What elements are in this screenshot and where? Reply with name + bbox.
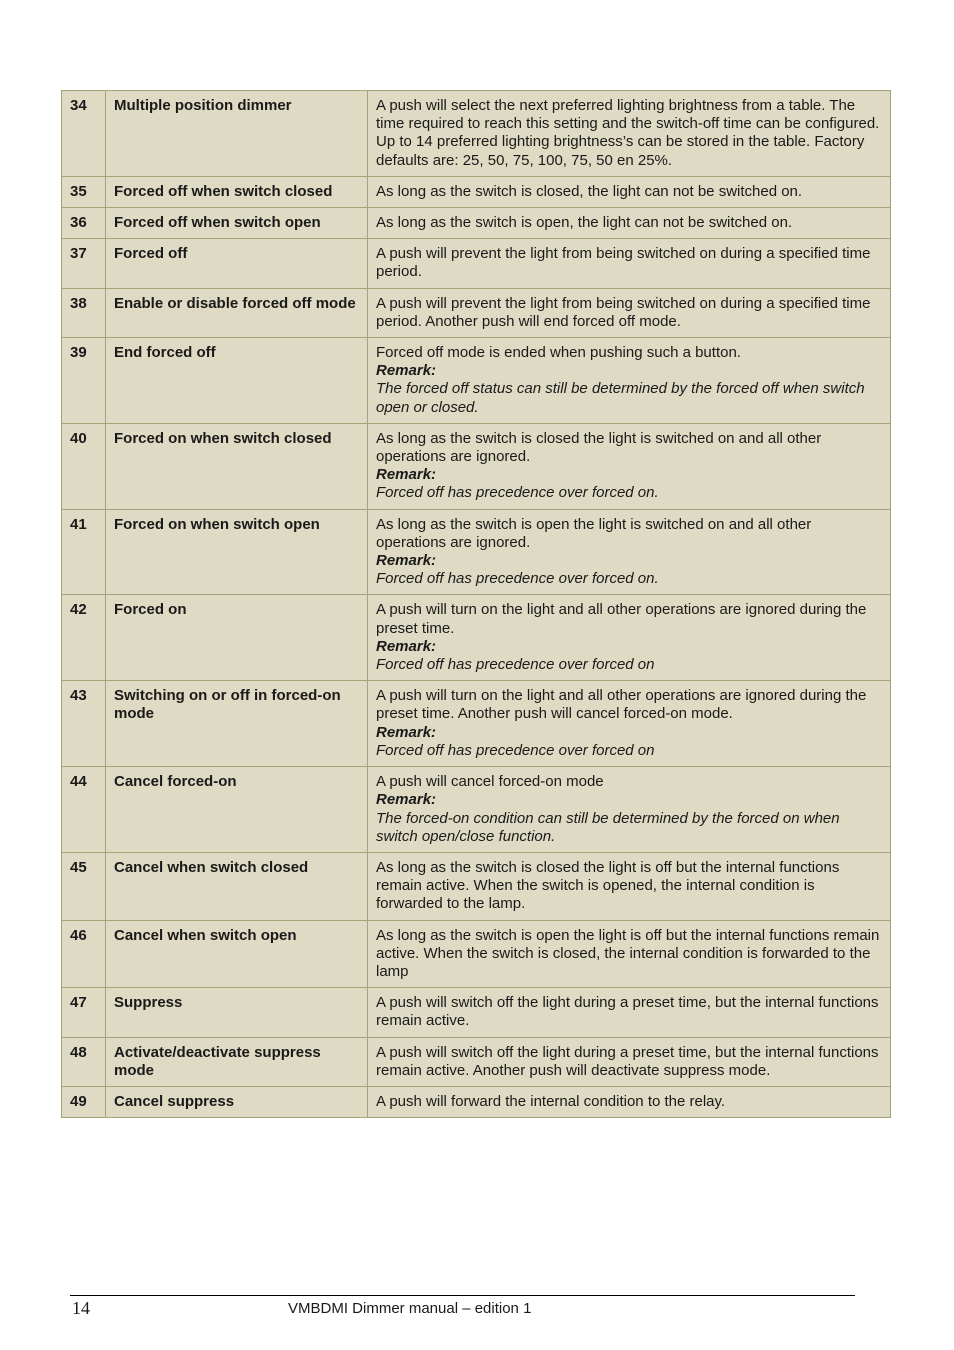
table-row xyxy=(62,239,891,288)
function-name: Enable or disable forced off mode xyxy=(106,288,368,337)
table-row xyxy=(62,920,891,988)
function-name: Cancel forced-on xyxy=(106,767,368,853)
function-description-cell xyxy=(368,288,891,337)
function-name: Forced on xyxy=(106,595,368,681)
remark-label: Remark: xyxy=(376,362,437,380)
function-description: As long as the switch is open the light is off but the internal functions remain active. When the switch is closed, the internal condition is forwarded to the lamp xyxy=(376,926,880,980)
function-number: 36 xyxy=(62,208,106,239)
remark-label: Remark: xyxy=(376,791,437,809)
function-name: Activate/deactivate suppress mode xyxy=(106,1037,368,1086)
table-row xyxy=(62,681,891,767)
remark-label: Remark: xyxy=(376,637,437,655)
function-description: A push will select the next preferred lighting brightness from a table. The time required to reach this setting and the switch-off time can be configured. Up to 14 preferred lighting brightness’s can be stored in the table. Factory defaults are: 25, 50, 75, 100, 75, 50 en 25%. xyxy=(376,97,880,169)
table-row xyxy=(62,767,891,853)
function-description: A push will turn on the light and all other operations are ignored during the preset time. Another push will cancel forced-on mode. xyxy=(376,687,867,723)
function-table xyxy=(61,90,891,1118)
remark-text: Forced off has precedence over forced on. xyxy=(376,570,659,588)
function-description: Forced off mode is ended when pushing such a button. xyxy=(376,344,741,362)
remark-text: The forced-on condition can still be determined by the forced on when switch open/close function. xyxy=(376,809,840,845)
function-description-cell xyxy=(368,239,891,288)
function-description-cell xyxy=(368,767,891,853)
footer-rule xyxy=(70,1295,855,1296)
function-number: 46 xyxy=(62,920,106,988)
function-name: Forced off xyxy=(106,239,368,288)
function-description: As long as the switch is closed the light is off but the internal functions remain active. When the switch is opened, the internal condition is forwarded to the lamp. xyxy=(376,858,840,913)
function-description-cell xyxy=(368,681,891,767)
table-row xyxy=(62,1086,891,1117)
function-number: 42 xyxy=(62,595,106,681)
table-row xyxy=(62,595,891,681)
function-description: A push will prevent the light from being switched on during a specified time period. Another push will end forced off mode. xyxy=(376,294,871,330)
function-description: A push will switch off the light during a preset time, but the internal functions remain active. xyxy=(376,994,879,1030)
function-description-cell xyxy=(368,423,891,509)
function-description: As long as the switch is open the light is switched on and all other operations are ignored. xyxy=(376,515,812,551)
function-name: Switching on or off in forced-on mode xyxy=(106,681,368,767)
page-number: 14 xyxy=(72,1298,90,1318)
remark-label: Remark: xyxy=(376,723,437,741)
function-description: A push will switch off the light during a preset time, but the internal functions remain active. Another push will deactivate suppress mode. xyxy=(376,1043,879,1079)
function-description: A push will turn on the light and all other operations are ignored during the preset time. xyxy=(376,601,867,637)
function-name: Multiple position dimmer xyxy=(106,91,368,177)
function-number: 49 xyxy=(62,1086,106,1117)
table-row xyxy=(62,91,891,177)
table-row xyxy=(62,288,891,337)
function-description-cell xyxy=(368,91,891,177)
remark-label: Remark: xyxy=(376,552,437,570)
function-name: Forced off when switch closed xyxy=(106,176,368,207)
function-description-cell xyxy=(368,988,891,1037)
table-row xyxy=(62,509,891,595)
function-number: 38 xyxy=(62,288,106,337)
table-row xyxy=(62,423,891,509)
table-row xyxy=(62,338,891,424)
function-name: Forced on when switch open xyxy=(106,509,368,595)
function-description: As long as the switch is closed the light is switched on and all other operations are ignored. xyxy=(376,429,822,466)
remark-text: The forced off status can still be determined by the forced off when switch open or closed. xyxy=(376,380,865,416)
function-name: Cancel when switch closed xyxy=(106,852,368,920)
function-name: Suppress xyxy=(106,988,368,1037)
function-description-cell xyxy=(368,595,891,681)
function-name: Forced off when switch open xyxy=(106,208,368,239)
function-name: Cancel when switch open xyxy=(106,920,368,988)
function-description-cell xyxy=(368,1037,891,1086)
footer-title: VMBDMI Dimmer manual – edition 1 xyxy=(288,1300,532,1317)
function-description-cell xyxy=(368,852,891,920)
table-row xyxy=(62,1037,891,1086)
table-row xyxy=(62,852,891,920)
function-number: 40 xyxy=(62,423,106,509)
function-description-cell xyxy=(368,338,891,424)
function-description-cell xyxy=(368,509,891,595)
function-name: Cancel suppress xyxy=(106,1086,368,1117)
remark-text: Forced off has precedence over forced on. xyxy=(376,484,659,502)
function-number: 45 xyxy=(62,852,106,920)
function-name: Forced on when switch closed xyxy=(106,423,368,509)
function-number: 37 xyxy=(62,239,106,288)
function-number: 34 xyxy=(62,91,106,177)
function-description-cell xyxy=(368,1086,891,1117)
function-description: As long as the switch is open, the light can not be switched on. xyxy=(376,214,793,232)
function-description: A push will prevent the light from being switched on during a specified time period. xyxy=(376,245,871,281)
function-description-cell xyxy=(368,920,891,988)
table-row xyxy=(62,208,891,239)
function-number: 35 xyxy=(62,176,106,207)
function-number: 48 xyxy=(62,1037,106,1086)
function-description: A push will forward the internal condition to the relay. xyxy=(376,1092,726,1110)
function-number: 43 xyxy=(62,681,106,767)
function-number: 39 xyxy=(62,338,106,424)
function-name: End forced off xyxy=(106,338,368,424)
remark-text: Forced off has precedence over forced on xyxy=(376,656,655,674)
table-row xyxy=(62,176,891,207)
remark-text: Forced off has precedence over forced on xyxy=(376,741,655,759)
function-description-cell xyxy=(368,208,891,239)
function-description: A push will cancel forced-on mode xyxy=(376,773,604,791)
remark-label: Remark: xyxy=(376,466,437,484)
function-description-cell xyxy=(368,176,891,207)
table-row xyxy=(62,988,891,1037)
function-number: 47 xyxy=(62,988,106,1037)
function-number: 44 xyxy=(62,767,106,853)
function-description: As long as the switch is closed, the light can not be switched on. xyxy=(376,182,803,200)
function-number: 41 xyxy=(62,509,106,595)
